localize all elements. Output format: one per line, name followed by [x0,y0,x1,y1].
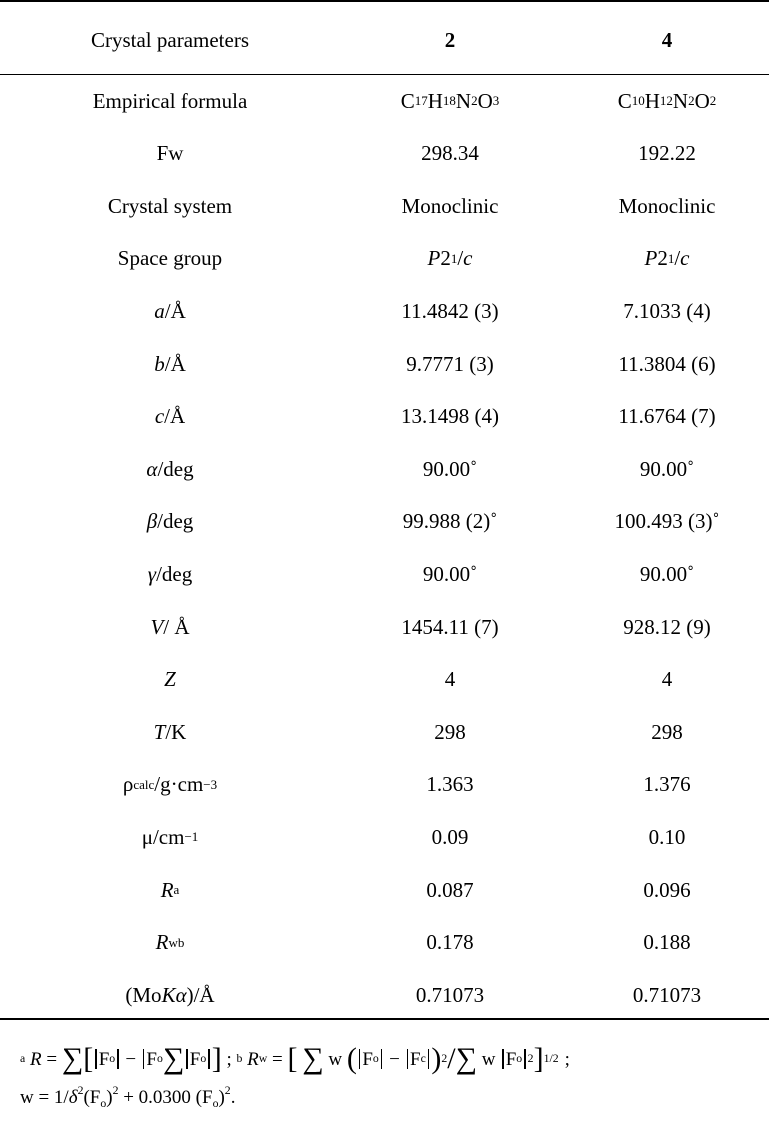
param-label-empirical-formula: Empirical formula [92,88,248,113]
table-row [0,870,769,910]
table-row [0,923,769,963]
table-row [0,186,769,226]
param-label-deg: γ /deg [147,561,193,586]
value-compound-2: 99.988 (2)˚ [402,509,498,534]
value-compound-4: 0.096 [643,877,691,902]
param-label-c: c /Å [154,404,186,429]
value-compound-4: 192.22 [638,141,696,166]
bottom-rule [0,1018,769,1020]
param-label-crystal-system: Crystal system [107,193,233,218]
param-label-v: V / Å [150,614,190,639]
value-compound-2: 0.09 [431,824,469,849]
value-compound-2: Monoclinic [401,193,499,218]
value-compound-4: 11.3804 (6) [618,351,716,376]
value-compound-2: 11.4842 (3) [401,298,499,323]
top-rule [0,0,769,2]
header-compound-2: 2 [444,27,456,52]
value-compound-2: 0.087 [426,877,474,902]
value-compound-4: 298 [651,719,683,744]
value-compound-2: 90.00˚ [422,456,478,481]
table-row [0,291,769,331]
footnote [20,1036,760,1111]
param-label-rwb: R w b [155,930,185,955]
value-compound-4: 100.493 (3)˚ [614,509,720,534]
param-label-calc-g-cm-3: ρ calc /g·cm −3 [122,772,218,797]
value-compound-2: 90.00˚ [422,561,478,586]
table-row [0,817,769,857]
value-compound-4: C 10 H 12 N 2 O 2 [617,88,717,113]
value-compound-2: 298.34 [421,141,479,166]
value-compound-4: 1.376 [643,772,691,797]
header-parameters: Crystal parameters [90,27,250,52]
header-rule [0,74,769,75]
table-row [0,449,769,489]
value-compound-4: P 2 1 / c [644,246,690,271]
value-compound-4: 90.00˚ [639,561,695,586]
header-compound-4: 4 [661,27,673,52]
value-compound-2: C 17 H 18 N 2 O 3 [400,88,500,113]
value-compound-2: 298 [434,719,466,744]
table-row [0,81,769,121]
table-row [0,765,769,805]
table-row [0,607,769,647]
header-row [0,20,769,60]
param-label-b: b /Å [154,351,186,376]
value-compound-4: 0.10 [648,824,686,849]
value-compound-2: 4 [444,667,456,692]
value-compound-4: 0.188 [643,930,691,955]
value-compound-4: Monoclinic [618,193,716,218]
value-compound-2: P 2 1 / c [427,246,473,271]
value-compound-2: 9.7771 (3) [406,351,494,376]
table-row [0,975,769,1015]
table-row [0,502,769,542]
param-label-z: Z [164,667,176,692]
value-compound-4: 4 [661,667,673,692]
value-compound-4: 0.71073 [632,982,702,1007]
value-compound-4: 11.6764 (7) [618,404,716,429]
param-label-space-group: Space group [117,246,223,271]
param-label-a: a /Å [154,298,186,323]
param-label-mo-k: (Mo Kα )/Å [125,982,215,1007]
table-row [0,134,769,174]
table-row [0,554,769,594]
param-label-deg: α /deg [146,456,194,481]
param-label-fw: Fw [156,141,184,166]
param-label-t-k: T /K [153,719,187,744]
footnote-formula-w: $w = 1/\delta^2(F_o)^2 + 0.0300$ $(F_o)^2$. [20,1084,236,1111]
value-compound-2: 1454.11 (7) [401,614,499,639]
value-compound-4: 928.12 (9) [623,614,711,639]
value-compound-4: 7.1033 (4) [623,298,711,323]
param-label-deg: β /deg [146,509,194,534]
param-label-ra: R a [160,877,180,902]
table-row [0,712,769,752]
table-row [0,239,769,279]
value-compound-4: 90.00˚ [639,456,695,481]
footnote-formula-r: a R = ∑ [ F o − F o ∑ F o ] ; b R w = [ ∑ w ( F o − F c ) 2 / ∑ w F o 2 ] 1/2 ; [20,1042,570,1075]
value-compound-2: 0.71073 [415,982,485,1007]
table-row [0,397,769,437]
value-compound-2: 0.178 [426,930,474,955]
table-row [0,660,769,700]
value-compound-2: 13.1498 (4) [401,404,499,429]
value-compound-2: 1.363 [426,772,474,797]
param-label-cm-1: μ/cm −1 [141,824,199,849]
table-row [0,344,769,384]
